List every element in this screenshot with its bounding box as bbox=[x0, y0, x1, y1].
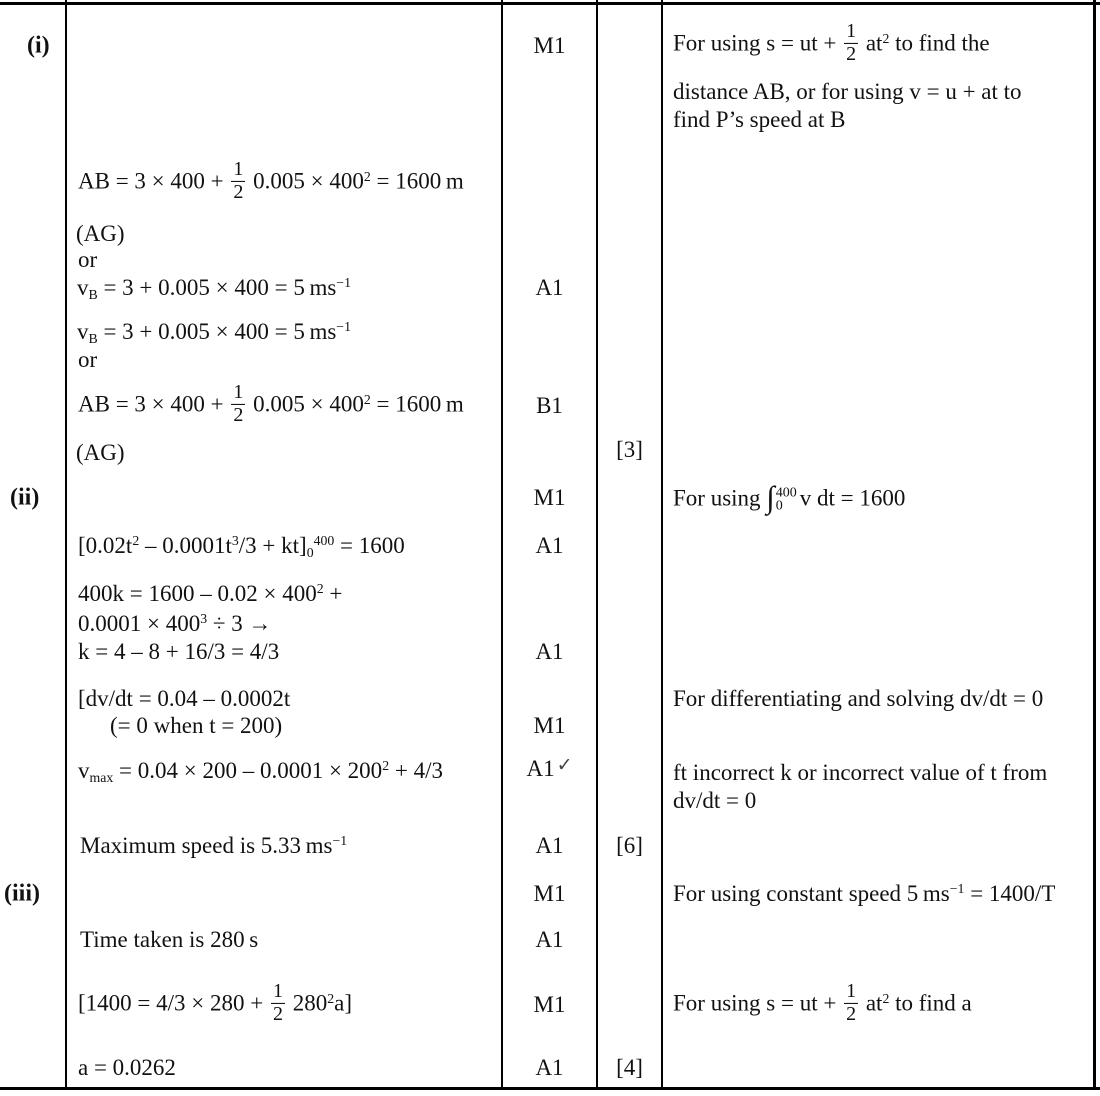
mark-cell-1: M1 bbox=[533, 33, 566, 59]
work-line-k-value: k = 4 – 8 + 16/3 = 4/3 bbox=[78, 639, 280, 665]
work-line-1400-suvat: [1400 = 4/3 × 280 + $\frac{1}{2}$ $280^2a$] bbox=[78, 979, 352, 1025]
work-line-ag-2: (AG) bbox=[76, 440, 125, 466]
mark-cell-4: M1 bbox=[533, 485, 566, 511]
comment-i-line-1: For using s = ut + $\frac{1}{2}$ $at^2$ to find the bbox=[673, 19, 990, 65]
column-divider-comments bbox=[661, 0, 663, 1090]
work-line-vb-2: $v_B = 3 + 0.005 \times 400 = 5$ $ms^{-1}$ bbox=[77, 319, 351, 347]
work-line-t200: (= 0 when t = 200) bbox=[110, 713, 283, 739]
comment-iii-constant-speed: For using constant speed 5 $ms^{-1} = 1400/T$ bbox=[673, 881, 1056, 907]
column-divider-totals bbox=[596, 0, 598, 1090]
part-label-iii: (iii) bbox=[4, 880, 40, 907]
work-line-dvdt: [dv/dt = 0.04 – 0.0002t bbox=[78, 686, 291, 712]
comment-ii-integral: For using ∫ 400 0 v dt = 1600 bbox=[673, 479, 906, 515]
mark-cell-5: A1 bbox=[535, 533, 564, 559]
table-bottom-border bbox=[0, 1087, 1100, 1090]
total-marks-ii: [6] bbox=[616, 833, 643, 859]
work-line-vmax: $v_{max} = 0.04 \times 200 - 0.0001 \times 200^2 + 4/3$ bbox=[78, 758, 443, 786]
work-line-ab-suvat-1: AB = 3 × 400 + $\frac{1}{2}$ $0.005 \times 400^2 = 1600$ m bbox=[78, 157, 464, 203]
work-line-0001-term: $0.0001 \times 400^3 \div 3$ → bbox=[78, 611, 272, 637]
mark-cell-13: A1 bbox=[535, 1055, 564, 1081]
work-line-or-1: or bbox=[78, 247, 98, 273]
total-marks-iii: [4] bbox=[616, 1055, 643, 1081]
comment-ii-differentiate: For differentiating and solving dv/dt = 0 bbox=[673, 686, 1044, 712]
column-divider-parts bbox=[65, 0, 67, 1090]
comment-iii-suvat: For using s = ut + $\frac{1}{2}$ $at^2$ to find a bbox=[673, 979, 972, 1025]
follow-through-tick-icon: ✓ bbox=[556, 755, 573, 777]
comment-ii-ft-line-2: dv/dt = 0 bbox=[673, 788, 757, 814]
work-line-400k: $400k = 1600 - 0.02 \times 400^2$ + bbox=[78, 581, 343, 607]
mark-cell-3: B1 bbox=[536, 393, 563, 419]
mark-cell-10: M1 bbox=[533, 881, 566, 907]
mark-label: A1 bbox=[526, 756, 555, 782]
comment-i-line-3: find P’s speed at B bbox=[673, 107, 846, 133]
part-label-i: (i) bbox=[27, 32, 50, 59]
work-line-or-2: or bbox=[78, 347, 98, 373]
table-top-border bbox=[0, 2, 1100, 5]
total-marks-i: [3] bbox=[616, 437, 643, 463]
mark-cell-8 bbox=[503, 755, 596, 783]
work-line-a-value: a = 0.0262 bbox=[78, 1055, 176, 1081]
mark-cell-7: M1 bbox=[533, 713, 566, 739]
comment-i-line-2: distance AB, or for using v = u + at to bbox=[673, 79, 1022, 105]
part-label-ii: (ii) bbox=[10, 484, 40, 511]
work-line-ag-1: (AG) bbox=[76, 221, 125, 247]
mark-cell-12: M1 bbox=[533, 992, 566, 1018]
mark-cell-2: A1 bbox=[535, 275, 564, 301]
mark-cell-9: A1 bbox=[535, 833, 564, 859]
mark-cell-11: A1 bbox=[535, 927, 564, 953]
work-line-time-taken: Time taken is 280 s bbox=[80, 927, 259, 953]
work-line-integral-eq: $[0.02t^2 - 0.0001t^3/3 + kt]_0^{400} = 1600$ bbox=[78, 533, 405, 561]
work-line-vb-1: $v_B = 3 + 0.005 \times 400 = 5$ $ms^{-1}$ bbox=[77, 275, 351, 303]
table-right-border bbox=[1093, 0, 1096, 1090]
work-line-ab-suvat-2: AB = 3 × 400 + $\frac{1}{2}$ $0.005 \times 400^2 = 1600$ m bbox=[78, 380, 464, 426]
comment-ii-ft-line-1: ft incorrect k or incorrect value of t from bbox=[673, 760, 1048, 786]
mark-cell-6: A1 bbox=[535, 639, 564, 665]
work-line-max-speed: Maximum speed is 5.33 $ms^{-1}$ bbox=[80, 833, 348, 859]
